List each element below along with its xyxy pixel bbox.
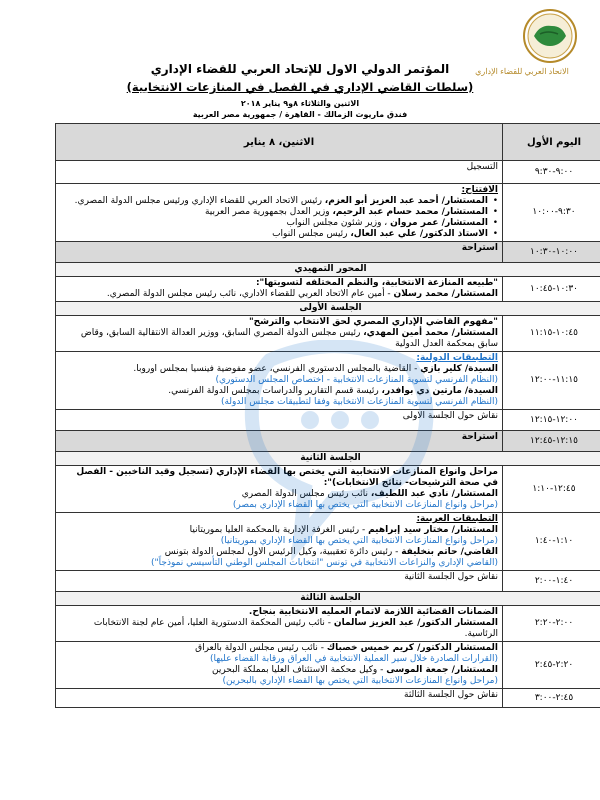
apps-heading: التطبيقات العربية:	[416, 514, 498, 524]
opening-cell	[56, 184, 503, 242]
speaker-name: المستشار/ نادي عبد اللطيف،	[370, 489, 498, 499]
speaker-name: المستشار/ أحمد عبد العزيز أبو العزم،	[324, 196, 488, 206]
topic-title: "طبيعه المنازعة الانتخابية، والنظم المختلفه لتسويتها":	[255, 278, 498, 288]
axis-title: المحور التمهيدي	[56, 263, 600, 277]
paper-title: (القاضي الإداري والنزاعات الانتخابية في تونس "انتخابات المجلس الوطني التأسيسي نموذجاً")	[150, 558, 498, 568]
time-cell: ٢:٤٥-٣:٠٠	[503, 689, 600, 708]
table-row	[56, 689, 600, 708]
speaker-role: رئيسة قسم التقارير والدراسات بمجلس الدولة الفرنسي.	[168, 386, 382, 396]
speaker-name: المستشار/ جمعة الموسى	[386, 665, 498, 675]
speaker-role: - رئيس الغرفة الإدارية بالمحكمة العليا بموريتانيا	[189, 525, 369, 535]
conference-title: المؤتمر الدولي الاول للإتحاد العربي للقضاء الإداري	[150, 62, 450, 76]
table-row	[56, 571, 600, 592]
speaker-role: - أمين عام الاتحاد العربي للقضاء الاداري، نائب رئيس مجلس الدولة المصري.	[106, 289, 394, 299]
time-cell: ١:١٠-١:٤٠	[503, 513, 600, 571]
topic-title: "مفهوم القاضي الإداري المصري لحق الانتخاب والترشح"	[248, 317, 498, 327]
section-title-row	[56, 592, 600, 606]
table-row	[56, 242, 600, 263]
speaker-role: رئيس الاتحاد العربي للقضاء الإداري ورئيس مجلس الدولة المصري.	[74, 196, 325, 206]
time-cell: ١٠:٣٠-١٠:٤٥	[503, 277, 600, 302]
speaker-name: الاستاذ الدكتور/ علي عبد العال،	[350, 229, 488, 239]
date-label	[56, 124, 503, 161]
discussion-cell: نقاش حول الجلسة الاولى	[56, 410, 503, 431]
time-cell: ٢:٠٠-٢:٢٠	[503, 606, 600, 642]
speaker-name: المستشار الدكتور/ كريم خميس خصباك	[326, 643, 498, 653]
paper-title: (مراحل وانواع المنازعات الانتخابية التي يختص بها القضاء الإداري بموريتانيا)	[220, 536, 498, 546]
session2-title: الجلسة الثانية	[56, 452, 600, 466]
speaker-role: ، وزير شئون مجلس النواب	[286, 218, 391, 228]
speaker-line	[60, 196, 498, 207]
table-row	[56, 606, 600, 642]
session3-apps-cell	[56, 642, 503, 689]
time-cell: ١٢:٠٠-١٢:١٥	[503, 410, 600, 431]
time-cell: ١٢:٤٥-١:١٠	[503, 466, 600, 513]
speech-bubble-watermark	[240, 340, 440, 560]
speaker-role: نائب رئيس مجلس الدولة المصري	[241, 489, 371, 499]
table-row	[56, 642, 600, 689]
time-cell: ٢:٢٠-٢:٤٥	[503, 642, 600, 689]
speaker-name: المستشار/ محمد رسلان	[393, 289, 498, 299]
registration-cell: التسجيل	[56, 161, 503, 184]
time-cell: ١١:١٥-١٢:٠٠	[503, 352, 600, 410]
conference-dates: الاثنين والثلاثاء ٨و٩ يناير ٢٠١٨	[240, 99, 360, 108]
speaker-line	[60, 207, 498, 218]
session1-title: الجلسة الأولى	[56, 302, 600, 316]
table-row	[56, 184, 600, 242]
conference-venue: فندق ماريوت الزمالك - القاهرة / جمهورية مصر العربية	[192, 110, 408, 119]
apps-heading: التطبيقات الدولية:	[416, 353, 498, 363]
speaker-role: - نائب رئيس المحكمة الدستورية العليا، أمين عام لجنة الانتخابات الرئاسية.	[93, 618, 498, 639]
break-cell: استراحة	[56, 431, 503, 452]
day-label: اليوم الأول	[503, 124, 600, 161]
opening-heading: الافتتاح:	[461, 185, 498, 195]
speaker-line	[60, 218, 498, 229]
topic-title: الضمانات القضائية اللازمة لاتمام العمليه الانتخابية بنجاح.	[248, 607, 498, 617]
speaker-role: وزير العدل بجمهورية مصر العربية	[204, 207, 333, 217]
paper-title: (النظام الفرنسي لتسوية المنازعات الانتخابية وفقا لتطبيقات مجلس الدولة)	[220, 397, 498, 407]
section-title-row	[56, 302, 600, 316]
speaker-name: القاضي/ حاتم بنخليفة	[401, 547, 498, 557]
axis-cell	[56, 277, 503, 302]
session3-talk-cell	[56, 606, 503, 642]
paper-title: (مراحل وانواع المنازعات الانتخابية التي يختص بها القضاء الإداري بالبحرين)	[222, 676, 498, 686]
speaker-role: - القاضية بالمجلس الدستوري الفرنسي، عضو مفوضية فينسيا بمجلس اوروبا.	[133, 364, 421, 374]
speaker-name: المستشار/ محمد أمين المهدي،	[363, 328, 498, 338]
break-cell: استراحة	[56, 242, 503, 263]
section-title-row	[56, 263, 600, 277]
day-header-row	[56, 124, 600, 161]
time-cell: ١:٤٠-٢:٠٠	[503, 571, 600, 592]
paper-title: (مراحل وانواع المنازعات الانتخابية التي يختص بها القضاء الإداري بمصر)	[232, 500, 498, 510]
paper-title: (القرارات الصادرة خلال سير العملية الانتخابية في العراق ورقابة القضاء عليها)	[210, 654, 498, 664]
speaker-role: - نائب رئيس مجلس الدولة بالعراق	[195, 643, 327, 653]
speaker-name: المستشار/ مختار سيد إبراهيم	[368, 525, 498, 535]
speaker-line	[60, 643, 498, 654]
speaker-name: المستشار/ محمد حسام عبد الرحيم،	[332, 207, 488, 217]
speaker-role: - وكيل محكمة الاستئناف العليا بمملكة البحرين	[211, 665, 387, 675]
conference-subtitle: (سلطات القاضي الإداري في الفصل في المنازعات الانتخابية)	[126, 80, 474, 94]
speaker-name: السيدة/ كلير بازي	[420, 364, 498, 374]
paper-title: (النظام الفرنسي لتسوية المنازعات الانتخابية - اختصاص المجلس الدستوري)	[215, 375, 498, 385]
time-cell: ٩:٣٠-١٠:٠٠	[503, 184, 600, 242]
speaker-role: رئيس مجلس النواب	[272, 229, 351, 239]
time-cell: ١٢:١٥-١٢:٤٥	[503, 431, 600, 452]
discussion-cell: نقاش حول الجلسة الثالثة	[56, 689, 503, 708]
speaker-name: المستشار/ عمر مروان	[390, 218, 488, 228]
time-cell: ١٠:٤٥-١١:١٥	[503, 316, 600, 352]
table-row	[56, 161, 600, 184]
session3-title: الجلسة الثالثة	[56, 592, 600, 606]
svg-text:الاتحاد العربي للقضاء الإداري: الاتحاد العربي للقضاء الإداري	[475, 67, 569, 76]
speaker-line	[60, 229, 498, 240]
speaker-role: - رئيس دائرة تعقيبية، وكيل الرئيس الاول لمجلس الدولة بتونس	[164, 547, 402, 557]
speaker-line	[60, 665, 498, 676]
speaker-role: رئيس مجلس الدولة المصري السابق، ووزير العدالة الانتقالية السابق، وقاض سابق بمحكمة العدل الدولية	[80, 328, 498, 349]
date-text: الاثنين، ٨ يناير	[243, 136, 315, 148]
speaker-name: المستشار الدكتور/ عبد العزيز سالمان	[333, 618, 498, 628]
topic-title: مراحل وانواع المنازعات الانتخابية التي يختص بها القضاء الإداري (تسجيل وقيد الناخبين - الفصل في صحة الترشيحات- نتائج الانتخابات)":	[76, 467, 498, 488]
time-cell: ١٠:٠٠-١٠:٣٠	[503, 242, 600, 263]
speaker-name: السيدة/ مارتين دي بوافدر،	[381, 386, 498, 396]
speaker-line	[60, 618, 498, 640]
speaker-line	[60, 289, 498, 300]
table-row	[56, 277, 600, 302]
time-cell: ٩:٠٠-٩:٣٠	[503, 161, 600, 184]
discussion-cell: نقاش حول الجلسة الثانية	[56, 571, 503, 592]
